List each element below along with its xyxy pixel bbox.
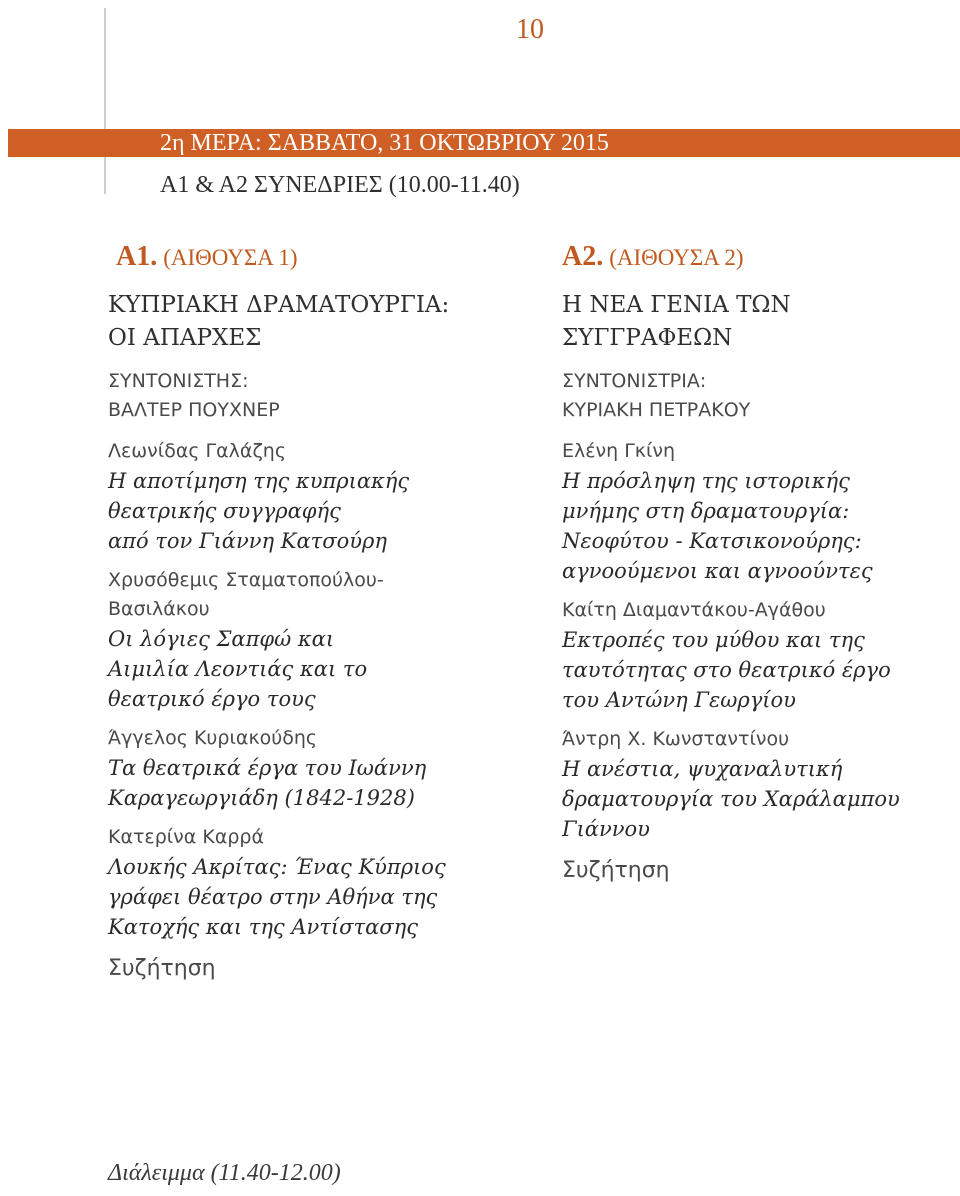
talk-title-line: από τον Γιάννη Κατσούρη	[108, 529, 387, 553]
sessions-subtitle: Α1 & Α2 ΣΥΝΕΔΡΙΕΣ (10.00-11.40)	[160, 172, 520, 198]
session-code: Α2.	[562, 241, 604, 272]
talk-title-line: θεατρικό έργο τους	[108, 687, 316, 711]
margin-rule	[104, 8, 106, 194]
session-title	[108, 289, 528, 355]
talk-title	[562, 466, 957, 586]
speaker-line: Άγγελος Κυριακούδης	[108, 727, 318, 749]
talk-item	[562, 437, 957, 586]
break-label: Διάλειμμα (11.40-12.00)	[108, 1160, 341, 1186]
talk-title-line: του Αντώνη Γεωργίου	[562, 688, 796, 712]
talk-speaker	[108, 823, 528, 852]
session-code: Α1.	[116, 241, 158, 272]
speaker-line: Κατερίνα Καρρά	[108, 826, 264, 848]
speaker-line: Λεωνίδας Γαλάζης	[108, 440, 286, 462]
talk-item	[108, 566, 528, 714]
talk-item	[108, 823, 528, 942]
session-title-line: ΚΥΠΡΙΑΚΗ ΔΡΑΜΑΤΟΥΡΓΙΑ:	[108, 292, 450, 318]
talk-title-line: γράφει θέατρο στην Αθήνα της	[108, 885, 438, 909]
talk-title-line: Τα θεατρικά έργα του Ιωάννη	[108, 756, 427, 780]
talk-title-line: Εκτροπές του μύθου και της	[562, 628, 865, 652]
talk-title	[108, 624, 528, 714]
coordinator-label: ΣΥΝΤΟΝΙΣΤΗΣ:	[108, 370, 249, 392]
page-number: 10	[516, 14, 544, 45]
coordinator-name: ΚΥΡΙΑΚΗ ΠΕΤΡΑΚΟΥ	[562, 399, 751, 421]
talk-title-line: Οι λόγιες Σαπφώ και	[108, 627, 335, 651]
talk-title-line: Λουκής Ακρίτας: Ένας Κύπριος	[108, 855, 446, 879]
session-a1	[108, 240, 528, 986]
talk-title-line: μνήμης στη δραματουργία:	[562, 499, 850, 523]
session-title-line: Η ΝΕΑ ΓΕΝΙΑ ΤΩΝ	[562, 292, 791, 318]
talk-title-line: δραματουργία του Χαράλαμπου	[562, 787, 900, 811]
talk-item	[562, 596, 957, 715]
coordinator-label: ΣΥΝΤΟΝΙΣΤΡΙΑ:	[562, 370, 707, 392]
talk-title-line: Γιάννου	[562, 817, 650, 841]
session-a2	[562, 240, 957, 888]
session-room: (ΑΙΘΟΥΣΑ 1)	[163, 245, 298, 270]
session-title-line: ΟΙ ΑΠΑΡΧΕΣ	[108, 325, 262, 351]
session-title-line: ΣΥΓΓΡΑΦΕΩΝ	[562, 325, 733, 351]
talk-speaker	[108, 437, 528, 466]
talk-title	[562, 754, 957, 844]
speaker-line: Καίτη Διαμαντάκου-Αγάθου	[562, 599, 826, 621]
session-room-heading	[562, 240, 957, 275]
talk-title	[562, 625, 957, 715]
talk-title-line: θεατρικής συγγραφής	[108, 499, 341, 523]
talk-title-line: Η πρόσληψη της ιστορικής	[562, 469, 850, 493]
talk-item	[108, 724, 528, 813]
talk-title-line: ταυτότητας στο θεατρικό έργο	[562, 658, 891, 682]
session-room: (ΑΙΘΟΥΣΑ 2)	[609, 245, 744, 270]
talk-title-line: Αιμιλία Λεοντιάς και το	[108, 657, 368, 681]
speaker-line: Βασιλάκου	[108, 598, 210, 620]
talk-title-line: Νεοφύτου - Κατσικονούρης:	[562, 529, 862, 553]
discussion-label: Συζήτηση	[562, 858, 670, 883]
talk-title	[108, 466, 528, 556]
talk-title-line: Η ανέστια, ψυχαναλυτική	[562, 757, 843, 781]
coordinator-block	[108, 367, 528, 425]
talk-speaker	[562, 437, 957, 466]
speaker-line: Χρυσόθεμις Σταματοπούλου-	[108, 569, 384, 591]
day-title: 2η ΜΕΡΑ: ΣΑΒΒΑΤΟ, 31 ΟΚΤΩΒΡΙΟΥ 2015	[160, 130, 609, 156]
talk-title-line: Καραγεωργιάδη (1842-1928)	[108, 786, 415, 810]
speaker-line: Άντρη Χ. Κωνσταντίνου	[562, 728, 790, 750]
talk-title-line: αγνοούμενοι και αγνοούντες	[562, 559, 873, 583]
coordinator-name: ΒΑΛΤΕΡ ΠΟΥΧΝΕΡ	[108, 399, 280, 421]
talk-title	[108, 753, 528, 813]
talk-item	[108, 437, 528, 556]
discussion-label: Συζήτηση	[108, 956, 216, 981]
talk-item	[562, 725, 957, 844]
speaker-line: Ελένη Γκίνη	[562, 440, 676, 462]
talk-speaker	[108, 566, 528, 624]
talk-title	[108, 852, 528, 942]
coordinator-block	[562, 367, 957, 425]
session-title	[562, 289, 957, 355]
session-room-heading	[108, 240, 528, 275]
talk-speaker	[562, 596, 957, 625]
talk-speaker	[108, 724, 528, 753]
talk-speaker	[562, 725, 957, 754]
talk-title-line: Κατοχής και της Αντίστασης	[108, 915, 418, 939]
talk-title-line: Η αποτίμηση της κυπριακής	[108, 469, 410, 493]
